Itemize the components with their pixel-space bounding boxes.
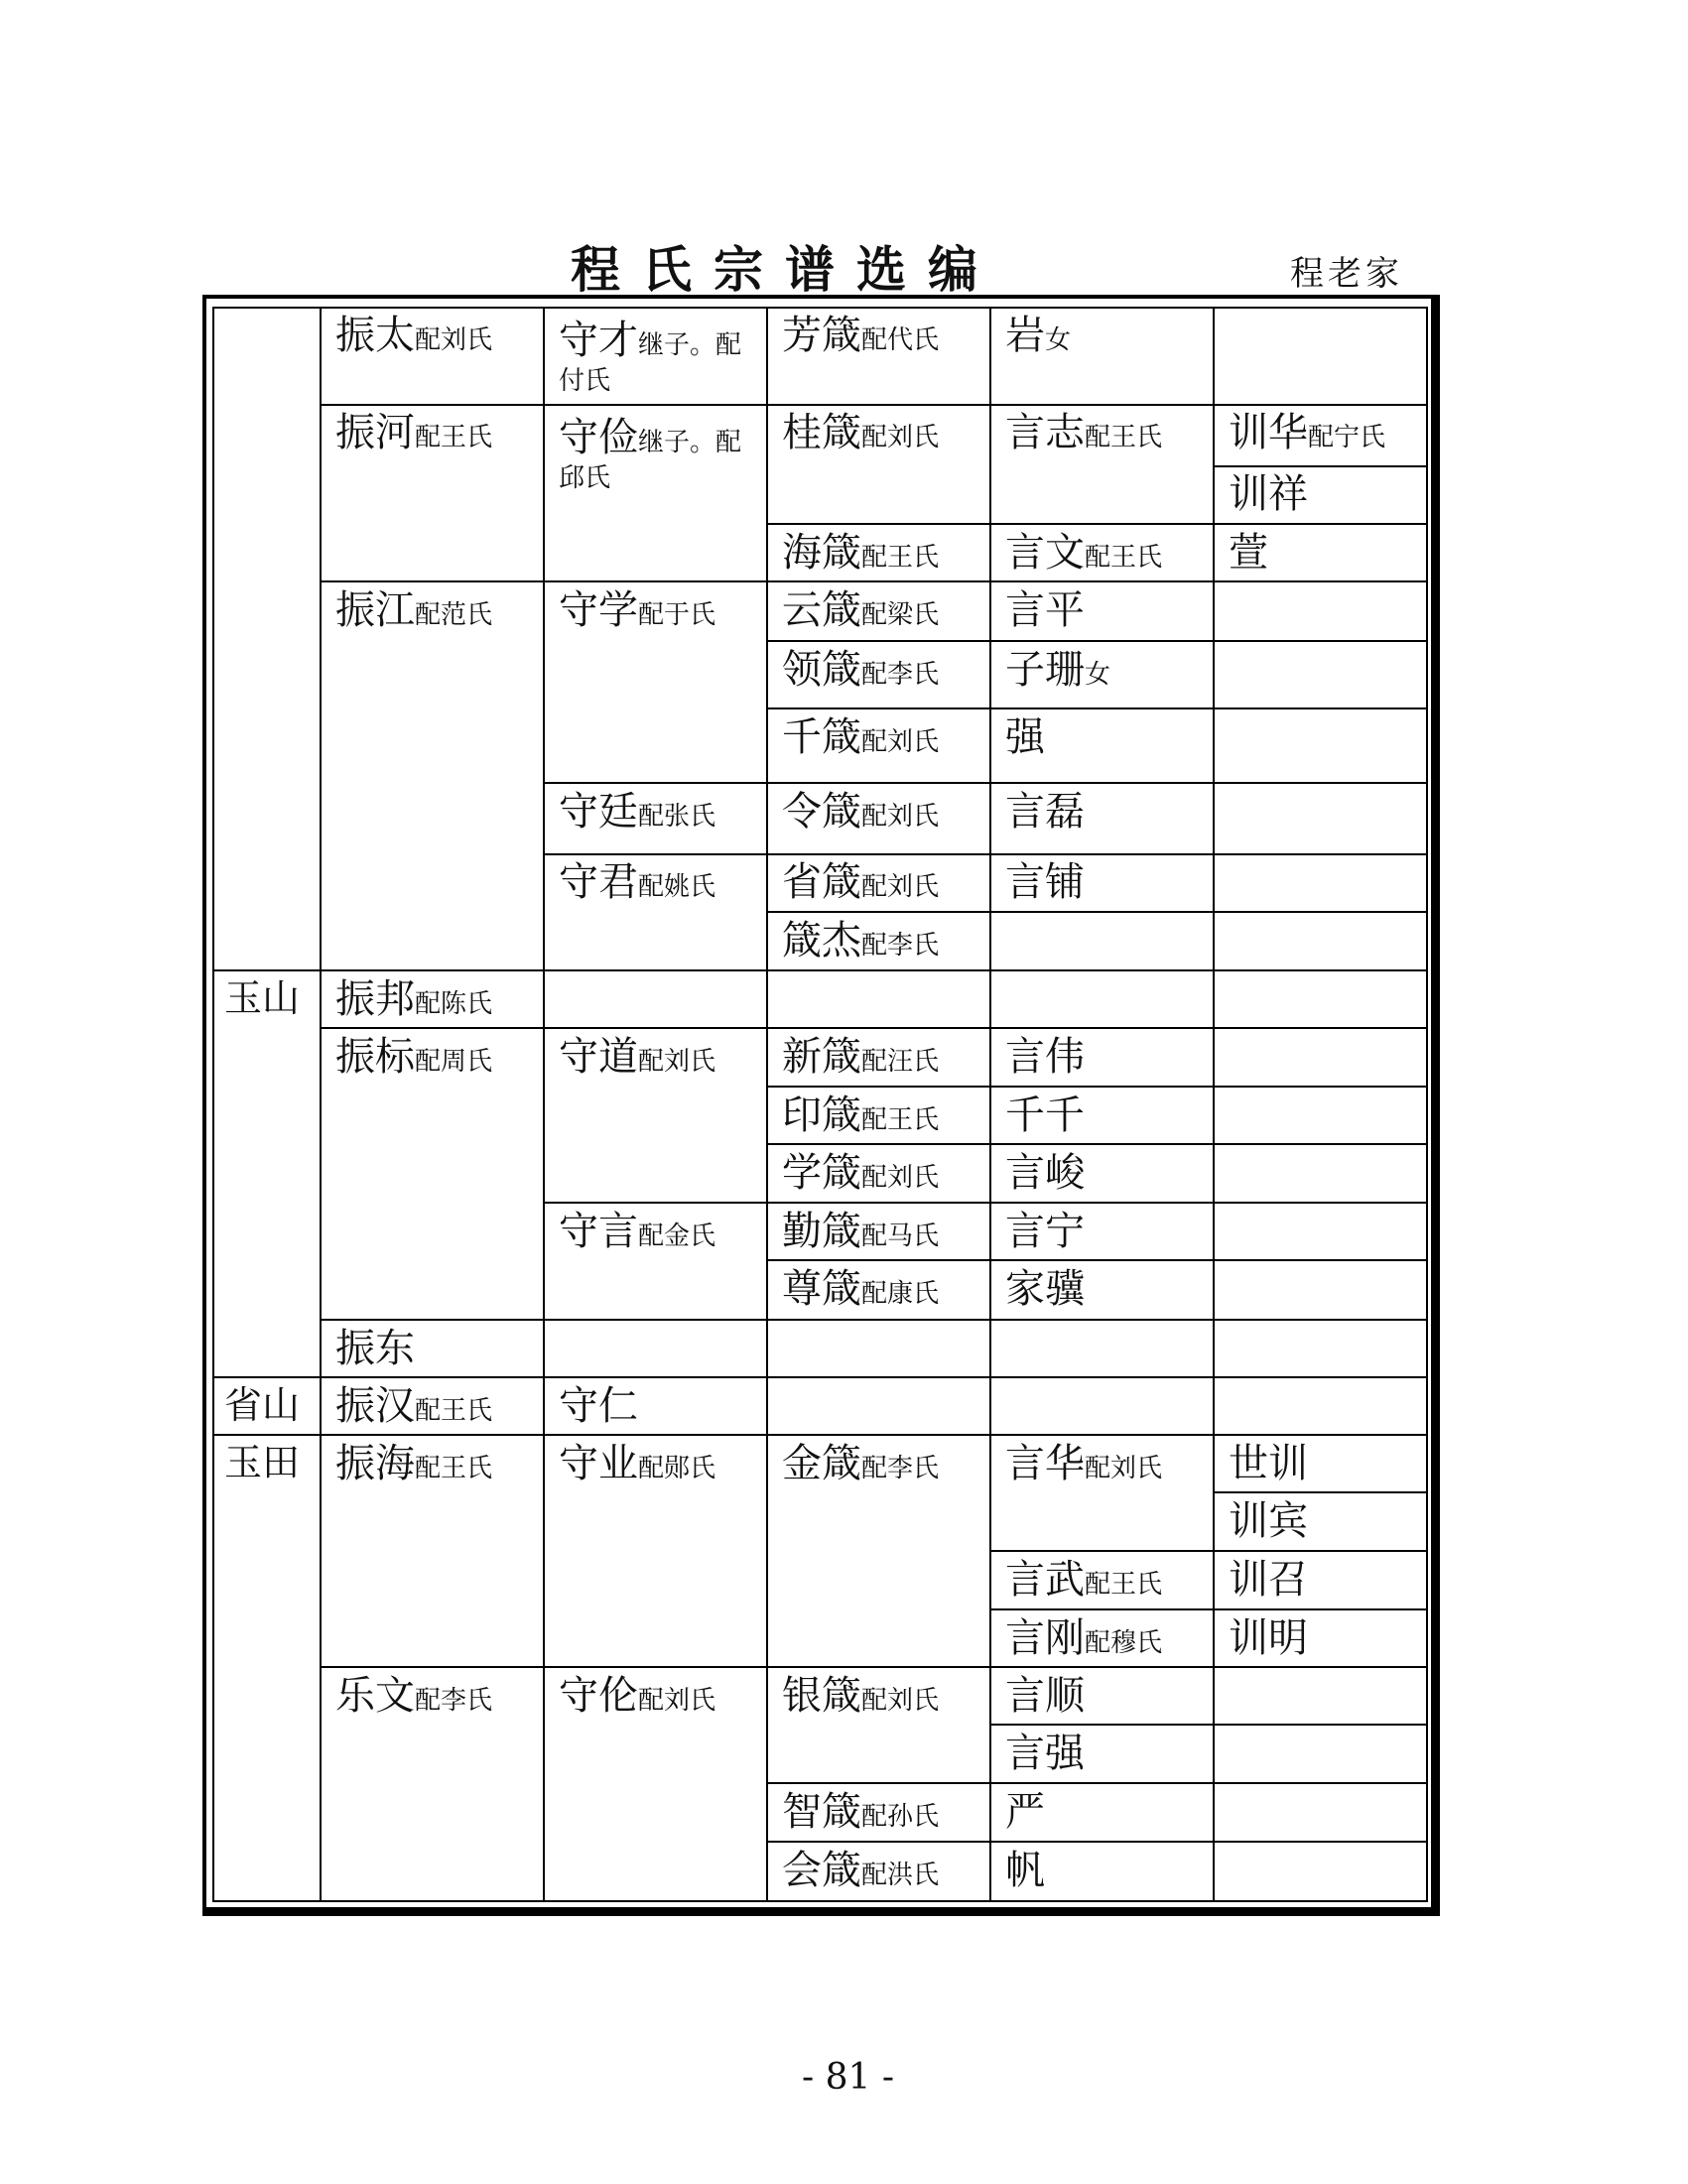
branch-cell bbox=[224, 1383, 301, 1427]
spouse-note: 配孙氏 bbox=[861, 1802, 940, 1832]
row-divider bbox=[321, 404, 1427, 406]
row-divider bbox=[767, 1259, 1427, 1261]
spouse-note: 配刘氏 bbox=[861, 1686, 940, 1716]
name-cell bbox=[1229, 1498, 1308, 1544]
person-name: 学箴 bbox=[782, 1150, 861, 1196]
person-name: 乐文 bbox=[335, 1673, 415, 1719]
person-name: 振汉 bbox=[335, 1383, 415, 1429]
name-cell bbox=[1005, 1615, 1163, 1661]
spouse-note: 配李氏 bbox=[861, 1454, 940, 1483]
person-name: 言磊 bbox=[1005, 789, 1085, 835]
name-cell bbox=[782, 1034, 940, 1080]
spouse-note: 配刘氏 bbox=[861, 872, 940, 902]
person-name: 世训 bbox=[1229, 1441, 1308, 1486]
row-divider bbox=[544, 853, 1427, 855]
row-divider bbox=[767, 523, 1427, 525]
spouse-note: 继子。配付氏 bbox=[559, 330, 742, 396]
name-cell bbox=[782, 714, 940, 760]
name-cell bbox=[782, 1266, 940, 1312]
spouse-note: 配宁氏 bbox=[1308, 423, 1386, 452]
name-cell bbox=[782, 859, 940, 905]
name-cell bbox=[559, 1673, 716, 1719]
spouse-note: 配李氏 bbox=[861, 660, 940, 690]
person-name: 守学 bbox=[559, 587, 638, 633]
person-name: 千千 bbox=[1005, 1092, 1085, 1138]
spouse-note: 配刘氏 bbox=[1085, 1454, 1163, 1483]
person-name: 训召 bbox=[1229, 1557, 1308, 1603]
row-divider bbox=[767, 1841, 1427, 1843]
name-cell bbox=[782, 1848, 940, 1893]
person-name: 言铺 bbox=[1005, 859, 1085, 905]
row-divider bbox=[990, 1724, 1427, 1726]
name-cell bbox=[782, 1092, 940, 1138]
name-cell bbox=[335, 1441, 493, 1486]
row-divider bbox=[990, 1550, 1427, 1552]
person-name: 言伟 bbox=[1005, 1034, 1085, 1080]
person-name: 振海 bbox=[335, 1441, 415, 1486]
name-cell bbox=[1005, 1731, 1085, 1776]
family-name: 程老家 bbox=[1290, 254, 1403, 294]
person-name: 金箴 bbox=[782, 1441, 861, 1486]
row-divider bbox=[767, 1782, 1427, 1784]
column-divider bbox=[989, 308, 991, 1901]
row-divider bbox=[767, 707, 1427, 709]
person-name: 守业 bbox=[559, 1441, 638, 1486]
spouse-note: 配刘氏 bbox=[861, 423, 940, 452]
branch-cell bbox=[224, 1441, 301, 1484]
name-cell bbox=[782, 410, 940, 455]
person-name: 强 bbox=[1005, 714, 1045, 760]
person-name: 岩 bbox=[1005, 313, 1045, 358]
name-cell bbox=[559, 1209, 716, 1254]
name-cell bbox=[782, 789, 940, 835]
person-name: 芳箴 bbox=[782, 313, 861, 358]
row-divider bbox=[321, 1666, 1427, 1668]
column-divider bbox=[320, 308, 322, 1901]
spouse-note: 配范氏 bbox=[415, 600, 493, 630]
name-cell bbox=[782, 530, 940, 576]
row-divider bbox=[1214, 465, 1427, 467]
name-cell bbox=[782, 1441, 940, 1486]
person-name: 振东 bbox=[335, 1326, 415, 1371]
name-cell bbox=[1005, 410, 1163, 455]
name-cell bbox=[1005, 1789, 1045, 1835]
person-name: 守道 bbox=[559, 1034, 638, 1080]
person-name: 言峻 bbox=[1005, 1150, 1085, 1196]
name-cell bbox=[335, 1673, 493, 1719]
row-divider bbox=[321, 1319, 1427, 1321]
person-name: 尊箴 bbox=[782, 1266, 861, 1312]
person-name: 振标 bbox=[335, 1034, 415, 1080]
name-cell bbox=[1005, 313, 1072, 358]
spouse-note: 配穆氏 bbox=[1085, 1628, 1163, 1658]
name-cell bbox=[1229, 471, 1308, 517]
person-name: 海箴 bbox=[782, 530, 861, 576]
person-name: 守才 bbox=[559, 318, 638, 363]
person-name: 振河 bbox=[335, 410, 415, 455]
name-cell bbox=[1005, 647, 1111, 693]
spouse-note: 配郧氏 bbox=[638, 1454, 716, 1483]
person-name: 新箴 bbox=[782, 1034, 861, 1080]
row-divider bbox=[321, 1027, 1427, 1029]
spouse-note: 配梁氏 bbox=[861, 600, 940, 630]
person-name: 勤箴 bbox=[782, 1209, 861, 1254]
name-cell bbox=[335, 587, 493, 633]
person-name: 言宁 bbox=[1005, 1209, 1085, 1254]
person-name: 严 bbox=[1005, 1789, 1045, 1835]
name-cell bbox=[335, 410, 493, 455]
person-name: 守仁 bbox=[559, 1383, 638, 1429]
branch-name: 玉山 bbox=[224, 976, 301, 1020]
person-name: 领箴 bbox=[782, 647, 861, 693]
row-divider bbox=[1214, 1491, 1427, 1493]
row-divider bbox=[321, 580, 1427, 582]
name-cell bbox=[1005, 1557, 1163, 1603]
name-cell bbox=[1005, 1034, 1085, 1080]
spouse-note: 配姚氏 bbox=[638, 872, 716, 902]
spouse-note: 配刘氏 bbox=[861, 802, 940, 832]
spouse-note: 配代氏 bbox=[861, 325, 940, 355]
column-divider bbox=[766, 308, 768, 1901]
column-divider bbox=[543, 308, 545, 1901]
person-name: 银箴 bbox=[782, 1673, 861, 1719]
person-name: 桂箴 bbox=[782, 410, 861, 455]
name-cell bbox=[559, 587, 716, 633]
person-name: 守言 bbox=[559, 1209, 638, 1254]
name-cell bbox=[782, 587, 940, 633]
spouse-note: 配王氏 bbox=[415, 1396, 493, 1426]
person-name: 守伦 bbox=[559, 1673, 638, 1719]
name-cell bbox=[1229, 410, 1386, 455]
name-cell bbox=[559, 316, 757, 398]
spouse-note: 配康氏 bbox=[861, 1279, 940, 1309]
spouse-note: 配金氏 bbox=[638, 1221, 716, 1251]
person-name: 训宾 bbox=[1229, 1498, 1308, 1544]
name-cell bbox=[782, 313, 940, 358]
person-name: 家骥 bbox=[1005, 1266, 1085, 1312]
person-name: 振太 bbox=[335, 313, 415, 358]
name-cell bbox=[1005, 1848, 1045, 1893]
spouse-note: 继子。配邱氏 bbox=[559, 428, 742, 493]
name-cell bbox=[559, 1383, 638, 1429]
spouse-note: 配刘氏 bbox=[638, 1686, 716, 1716]
name-cell bbox=[1005, 1266, 1085, 1312]
person-name: 言刚 bbox=[1005, 1615, 1085, 1661]
person-name: 言顺 bbox=[1005, 1673, 1085, 1719]
person-name: 训华 bbox=[1229, 410, 1308, 455]
branch-cell bbox=[224, 976, 301, 1020]
column-divider bbox=[1213, 308, 1215, 1901]
person-name: 省箴 bbox=[782, 859, 861, 905]
spouse-note: 配刘氏 bbox=[638, 1047, 716, 1077]
person-name: 守君 bbox=[559, 859, 638, 905]
name-cell bbox=[1229, 530, 1268, 576]
branch-name: 省山 bbox=[224, 1383, 301, 1427]
spouse-note: 配于氏 bbox=[638, 600, 716, 630]
row-divider bbox=[544, 1202, 1427, 1204]
person-name: 训祥 bbox=[1229, 471, 1308, 517]
row-divider bbox=[213, 1434, 1427, 1436]
name-cell bbox=[1005, 530, 1163, 576]
row-divider bbox=[544, 782, 1427, 784]
person-name: 云箴 bbox=[782, 587, 861, 633]
person-name: 守俭 bbox=[559, 415, 638, 460]
spouse-note: 配陈氏 bbox=[415, 989, 493, 1019]
spouse-note: 配马氏 bbox=[861, 1221, 940, 1251]
spouse-note: 配刘氏 bbox=[861, 727, 940, 757]
person-name: 帆 bbox=[1005, 1848, 1045, 1893]
spouse-note: 配王氏 bbox=[861, 543, 940, 573]
person-name: 言武 bbox=[1005, 1557, 1085, 1603]
row-divider bbox=[990, 1608, 1427, 1610]
name-cell bbox=[1229, 1557, 1308, 1603]
person-name: 萱 bbox=[1229, 530, 1268, 576]
spouse-note: 配李氏 bbox=[861, 931, 940, 961]
row-divider bbox=[767, 911, 1427, 913]
person-name: 智箴 bbox=[782, 1789, 861, 1835]
row-divider bbox=[767, 1143, 1427, 1145]
name-cell bbox=[782, 647, 940, 693]
person-name: 箴杰 bbox=[782, 918, 861, 964]
name-cell bbox=[782, 1209, 940, 1254]
name-cell bbox=[1005, 1209, 1085, 1254]
name-cell bbox=[335, 976, 493, 1022]
spouse-note: 配王氏 bbox=[861, 1105, 940, 1135]
person-name: 言华 bbox=[1005, 1441, 1085, 1486]
person-name: 振邦 bbox=[335, 976, 415, 1022]
row-divider bbox=[767, 640, 1427, 642]
spouse-note: 配汪氏 bbox=[861, 1047, 940, 1077]
name-cell bbox=[782, 918, 940, 964]
name-cell bbox=[782, 1789, 940, 1835]
spouse-note: 配王氏 bbox=[415, 423, 493, 452]
name-cell bbox=[1005, 587, 1085, 633]
spouse-note: 配王氏 bbox=[1085, 543, 1163, 573]
name-cell bbox=[335, 313, 493, 358]
spouse-note: 配周氏 bbox=[415, 1047, 493, 1077]
person-name: 振江 bbox=[335, 587, 415, 633]
person-name: 言文 bbox=[1005, 530, 1085, 576]
person-name: 会箴 bbox=[782, 1848, 861, 1893]
name-cell bbox=[1005, 1441, 1163, 1486]
name-cell bbox=[559, 789, 716, 835]
name-cell bbox=[1005, 789, 1085, 835]
person-name: 千箴 bbox=[782, 714, 861, 760]
spouse-note: 配张氏 bbox=[638, 802, 716, 832]
spouse-note: 配刘氏 bbox=[861, 1163, 940, 1193]
name-cell bbox=[1005, 714, 1045, 760]
person-name: 令箴 bbox=[782, 789, 861, 835]
spouse-note: 配李氏 bbox=[415, 1686, 493, 1716]
name-cell bbox=[335, 1326, 415, 1371]
name-cell bbox=[559, 1034, 716, 1080]
person-name: 守廷 bbox=[559, 789, 638, 835]
name-cell bbox=[1229, 1615, 1308, 1661]
name-cell bbox=[782, 1673, 940, 1719]
person-name: 言强 bbox=[1005, 1731, 1085, 1776]
branch-name: 玉田 bbox=[224, 1441, 301, 1484]
name-cell bbox=[335, 1034, 493, 1080]
name-cell bbox=[1005, 1150, 1085, 1196]
spouse-note: 女 bbox=[1085, 660, 1111, 690]
person-name: 训明 bbox=[1229, 1615, 1308, 1661]
row-divider bbox=[767, 1086, 1427, 1088]
name-cell bbox=[559, 1441, 716, 1486]
row-divider bbox=[213, 1376, 1427, 1378]
name-cell bbox=[559, 859, 716, 905]
person-name: 子珊 bbox=[1005, 647, 1085, 693]
name-cell bbox=[1229, 1441, 1308, 1486]
name-cell bbox=[782, 1150, 940, 1196]
spouse-note: 配洪氏 bbox=[861, 1861, 940, 1890]
spouse-note: 配王氏 bbox=[1085, 1570, 1163, 1600]
page-title: 程氏宗谱选编 bbox=[571, 240, 999, 299]
name-cell bbox=[559, 413, 757, 495]
person-name: 言平 bbox=[1005, 587, 1085, 633]
name-cell bbox=[1005, 1673, 1085, 1719]
name-cell bbox=[1005, 1092, 1085, 1138]
name-cell bbox=[335, 1383, 493, 1429]
spouse-note: 配王氏 bbox=[1085, 423, 1163, 452]
page-number: - 81 - bbox=[802, 2057, 895, 2098]
spouse-note: 配王氏 bbox=[415, 1454, 493, 1483]
spouse-note: 女 bbox=[1045, 325, 1072, 355]
person-name: 印箴 bbox=[782, 1092, 861, 1138]
spouse-note: 配刘氏 bbox=[415, 325, 493, 355]
person-name: 言志 bbox=[1005, 410, 1085, 455]
row-divider bbox=[213, 969, 1427, 971]
name-cell bbox=[1005, 859, 1085, 905]
